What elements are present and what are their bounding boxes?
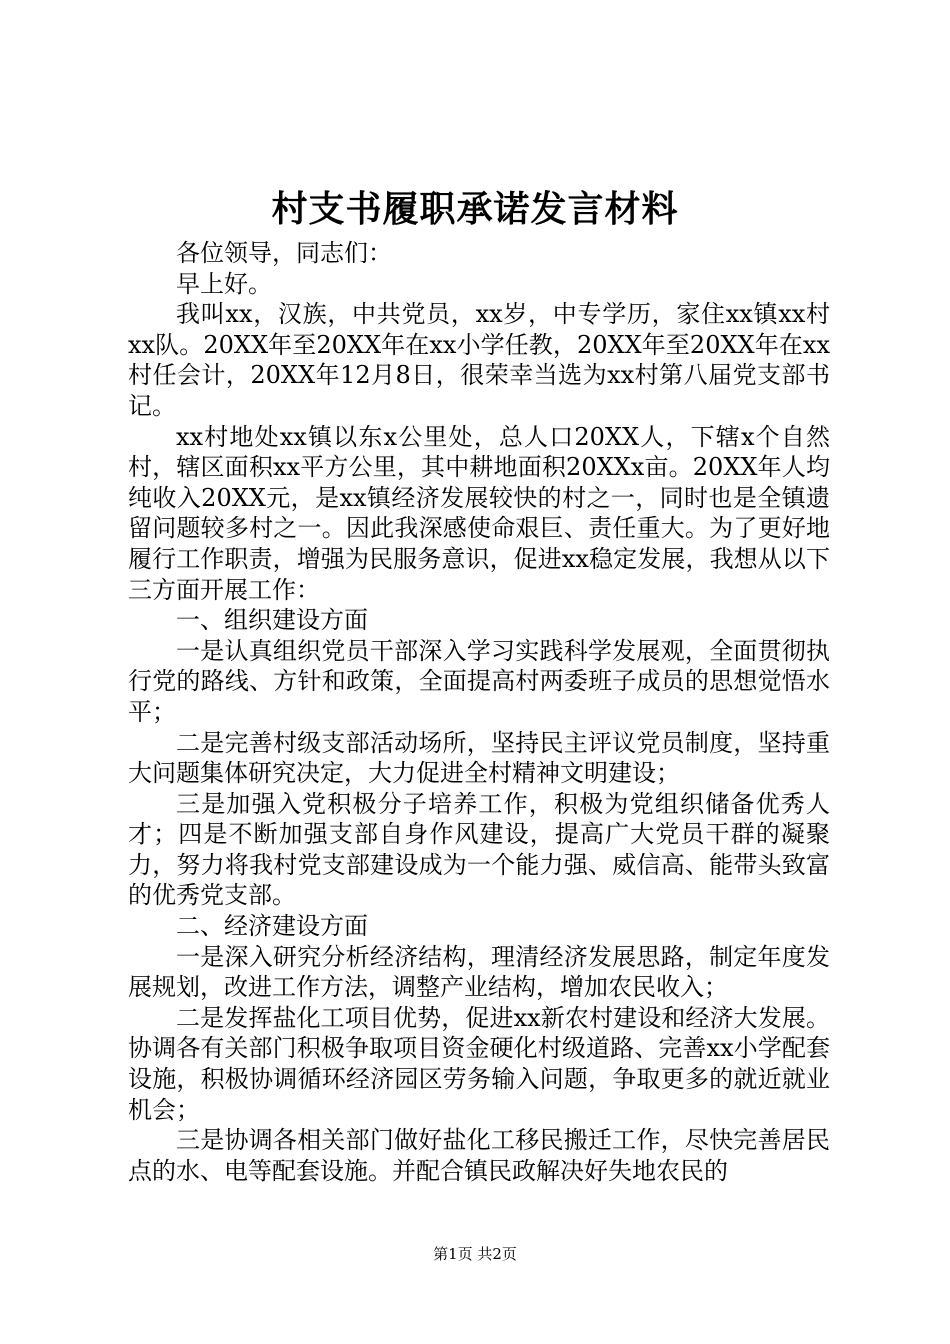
page-footer: [0, 1244, 950, 1264]
section-heading-organization: 一、组织建设方面: [176, 606, 368, 635]
paragraph-salutation: 各位领导，同志们：: [176, 239, 392, 267]
section-heading-economy: 二、经济建设方面: [176, 912, 368, 941]
paragraph-self-introduction: 我叫xx，汉族，中共党员，xx岁，中专学历，家住xx镇xx村xx队。20XX年至20XX年在xx小学任教，20XX年至20XX年在xx村任会计，20XX年12月8日，很荣幸当选为xx村第八届党支部书记。: [128, 300, 830, 420]
paragraph-organization-item-2: 二是完善村级支部活动场所，坚持民主评议党员制度，坚持重大问题集体研究决定，大力促进全村精神文明建设；: [128, 728, 830, 788]
paragraph-village-overview: xx村地处xx镇以东x公里处，总人口20XX人，下辖x个自然村，辖区面积xx平方公里，其中耕地面积20XXx亩。20XX年人均纯收入20XX元，是xx镇经济发展较快的村之一，同时也是全镇遗留问题较多村之一。因此我深感使命艰巨、责任重大。为了更好地履行工作职责，增强为民服务意识，促进xx稳定发展，我想从以下三方面开展工作：: [128, 422, 830, 604]
page-indicator: 第1页 共2页: [433, 1245, 517, 1263]
paragraph-economy-item-3: 三是协调各相关部门做好盐化工移民搬迁工作，尽快完善居民点的水、电等配套设施。并配合镇民政解决好失地农民的: [128, 1126, 830, 1185]
paragraph-economy-item-2: 二是发挥盐化工项目优势，促进xx新农村建设和经济大发展。协调各有关部门积极争取项目资金硬化村级道路、完善xx小学配套设施，积极协调循环经济园区劳务输入问题，争取更多的就近就业机会；: [128, 1003, 830, 1124]
paragraph-economy-item-1: 一是深入研究分析经济结构，理清经济发展思路，制定年度发展规划，改进工作方法，调整产业结构，增加农民收入；: [128, 942, 830, 1002]
document-title: 村支书履职承诺发言材料: [271, 188, 679, 230]
document-body: [128, 238, 830, 1186]
paragraph-greeting: 早上好。: [176, 269, 272, 298]
paragraph-organization-item-1: 一是认真组织党员干部深入学习实践科学发展观，全面贯彻执行党的路线、方针和政策，全面提高村两委班子成员的思想觉悟水平；: [128, 636, 830, 726]
paragraph-organization-item-3: 三是加强入党积极分子培养工作，积极为党组织储备优秀人才；四是不断加强支部自身作风建设，提高广大党员干群的凝聚力，努力将我村党支部建设成为一个能力强、威信高、能带头致富的优秀党支部。: [128, 789, 830, 910]
